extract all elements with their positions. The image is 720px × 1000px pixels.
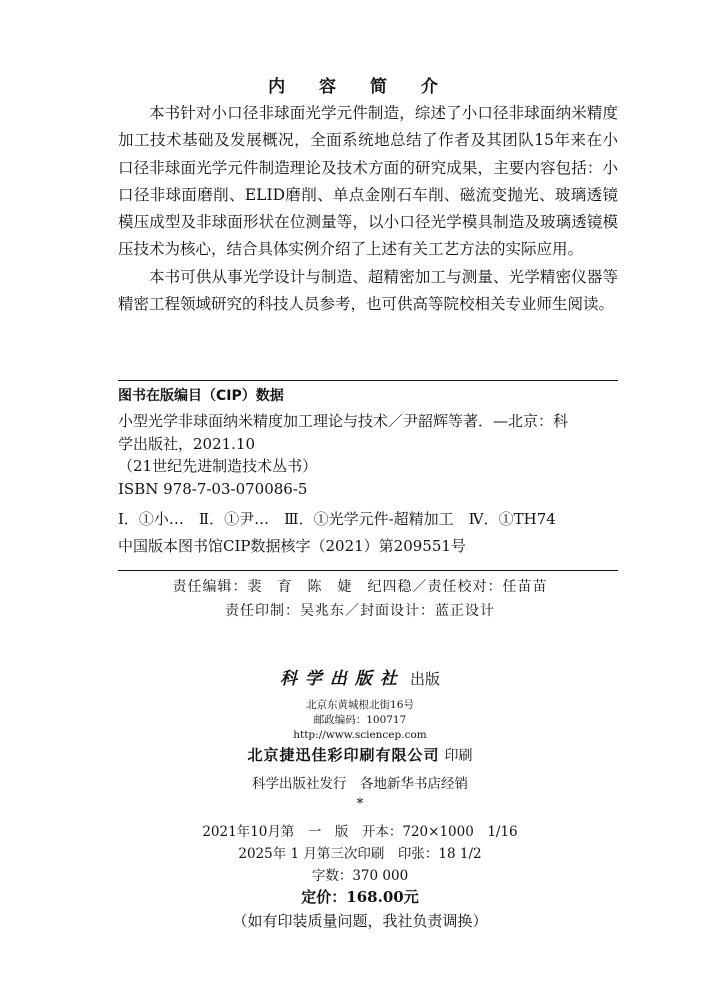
edition-info: 2021年10月第 一 版 开本：720×1000 1/16 xyxy=(202,824,518,840)
intro-body xyxy=(118,100,618,318)
intro-title: 内 容 简 介 xyxy=(268,77,452,97)
distribution: 科学出版社发行 各地新华书店经销 xyxy=(252,776,468,792)
cip-record xyxy=(118,410,618,557)
printer-line xyxy=(0,744,720,765)
printer-suffix: 印刷 xyxy=(444,748,473,764)
intro-paragraph-2: 本书可供从事光学设计与制造、超精密加工与测量、光学精密仪器等精密工程领域研究的科技人员参考，也可供高等院校相关专业师生阅读。 xyxy=(118,267,618,314)
publisher-postcode: 邮政编码：100717 xyxy=(313,714,407,726)
quality-notice: （如有印装质量问题，我社负责调换） xyxy=(232,912,488,930)
printing-info: 2025年 1 月第三次印刷 印张：18 1/2 xyxy=(238,846,482,862)
cip-series: （21世纪先进制造技术丛书） xyxy=(118,457,318,475)
separator-star: * xyxy=(356,796,364,812)
cip-title-line-2: 学出版社，2021.10 xyxy=(118,434,256,453)
cip-number: 中国版本图书馆CIP数据核字（2021）第209551号 xyxy=(118,536,466,555)
cip-isbn: ISBN 978-7-03-070086-5 xyxy=(118,479,308,498)
printer-name: 北京捷迅佳彩印刷有限公司 xyxy=(247,746,440,764)
cip-title-line-1: 小型光学非球面纳米精度加工理论与技术／尹韶辉等著．—北京：科 xyxy=(118,412,569,430)
cip-classification: Ⅰ．①小… Ⅱ．①尹… Ⅲ．①光学元件-超精加工 Ⅳ．①TH74 xyxy=(118,510,556,528)
cip-top-rule xyxy=(118,380,618,381)
word-count: 字数：370 000 xyxy=(311,868,409,884)
publisher-line xyxy=(0,664,720,689)
cip-heading: 图书在版编目（CIP）数据 xyxy=(118,388,284,404)
publisher-details xyxy=(0,698,720,743)
price: 定价：168.00元 xyxy=(301,888,419,906)
staff-line-2: 责任印制：吴兆东／封面设计：蓝正设计 xyxy=(225,603,495,619)
publisher-address: 北京东黄城根北街16号 xyxy=(306,699,414,711)
publisher-url: http://www.sciencep.com xyxy=(293,729,427,741)
publisher-logo: 科学出版社 xyxy=(279,669,405,689)
intro-paragraph-1: 本书针对小口径非球面光学元件制造，综述了小口径非球面纳米精度加工技术基础及发展概况，全面系统地总结了作者及其团队15年来在小口径非球面光学元件制造理论及技术方面的研究成果，主要内容包括：小口径非球面磨削、ELID磨削、单点金刚石车削、磁流变抛光、玻璃透镜模压成型及非球面形状在位测量等，以小口径光学模具制造及玻璃透镜模压技术为核心，结合具体实例介绍了上述有关工艺方法的实际应用。 xyxy=(118,104,618,259)
publisher-suffix: 出版 xyxy=(410,670,441,688)
cip-bottom-rule xyxy=(118,570,618,571)
staff-line-1: 责任编辑：裴 育 陈 婕 纪四稳／责任校对：任苗苗 xyxy=(172,579,548,595)
